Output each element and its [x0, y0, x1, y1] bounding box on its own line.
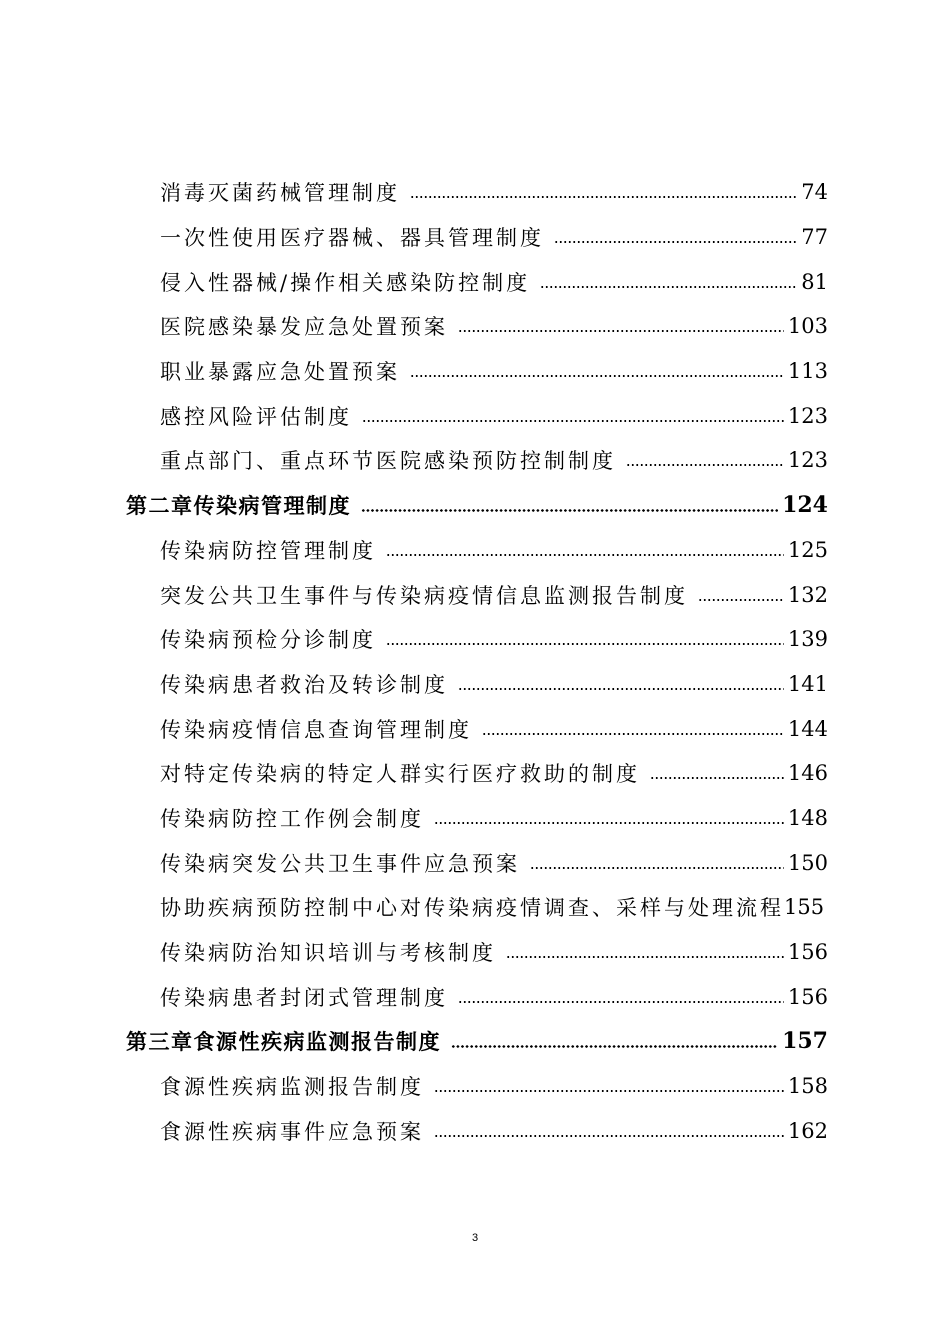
toc-entry-title: 感控风险评估制度 — [160, 404, 352, 429]
toc-entry-page: 146 — [787, 761, 828, 786]
dot-leader — [386, 643, 784, 645]
toc-entry-title: 医院感染暴发应急处置预案 — [160, 315, 448, 340]
toc-entry-page: 77 — [801, 225, 828, 250]
dot-leader — [458, 1001, 784, 1003]
toc-entry[interactable] — [0, 974, 828, 1019]
dot-leader — [530, 867, 784, 869]
toc-entry-title: 传染病突发公共卫生事件应急预案 — [160, 851, 520, 876]
toc-entry-title: 消毒灭菌药械管理制度 — [160, 181, 400, 206]
dot-leader — [554, 241, 797, 243]
toc-chapter-page: 157 — [782, 1028, 828, 1055]
dot-leader — [451, 1045, 778, 1048]
toc-entry[interactable] — [0, 393, 828, 438]
toc-entry[interactable] — [0, 215, 828, 260]
toc-entry-page: 141 — [787, 671, 828, 696]
toc-entry[interactable] — [0, 349, 828, 394]
toc-entry-page: 103 — [787, 314, 828, 339]
dot-leader — [650, 777, 784, 779]
toc-entry[interactable] — [0, 751, 828, 796]
dot-leader — [410, 375, 784, 377]
toc-chapter-entry[interactable] — [0, 483, 828, 528]
dot-leader — [362, 420, 784, 422]
toc-entry-title: 传染病防控管理制度 — [160, 538, 376, 563]
dot-leader — [698, 599, 784, 601]
toc-entry[interactable] — [0, 1064, 828, 1109]
dot-leader — [458, 688, 784, 690]
toc-entry-page: 81 — [801, 269, 828, 294]
toc-entry-page: 156 — [787, 984, 828, 1009]
dot-leader — [458, 330, 784, 332]
toc-entry-title: 突发公共卫生事件与传染病疫情信息监测报告制度 — [160, 583, 688, 608]
toc-entry-page: 148 — [787, 805, 828, 830]
dot-leader — [434, 1090, 784, 1092]
toc-entry-page: 139 — [787, 627, 828, 652]
toc-entry-title: 传染病疫情信息查询管理制度 — [160, 717, 472, 742]
toc-entry-title: 对特定传染病的特定人群实行医疗救助的制度 — [160, 762, 640, 787]
toc-chapter-entry[interactable] — [0, 1019, 828, 1064]
toc-entry-title: 食源性疾病监测报告制度 — [160, 1075, 424, 1100]
toc-entry-page: 74 — [801, 180, 828, 205]
toc-chapter-page: 124 — [782, 492, 828, 519]
toc-entry[interactable] — [0, 1108, 828, 1153]
toc-entry-title: 传染病患者封闭式管理制度 — [160, 985, 448, 1010]
toc-entry-page: 123 — [787, 448, 828, 473]
toc-entry-title: 职业暴露应急处置预案 — [160, 360, 400, 385]
toc-entry-title: 传染病患者救治及转诊制度 — [160, 672, 448, 697]
table-of-contents — [0, 170, 950, 1153]
toc-entry[interactable] — [0, 170, 828, 215]
toc-entry-page: 125 — [787, 537, 828, 562]
dot-leader — [434, 1135, 784, 1137]
toc-entry[interactable] — [0, 706, 828, 751]
toc-entry[interactable] — [0, 438, 828, 483]
toc-entry-title: 传染病预检分诊制度 — [160, 628, 376, 653]
toc-entry-page: 132 — [787, 582, 828, 607]
toc-entry[interactable] — [0, 617, 828, 662]
dot-leader — [410, 196, 797, 198]
toc-entry-title: 食源性疾病事件应急预案 — [160, 1119, 424, 1144]
dot-leader — [361, 509, 778, 512]
toc-entry[interactable] — [0, 259, 828, 304]
toc-entry-page: 162 — [787, 1118, 828, 1143]
toc-entry-page: 156 — [787, 940, 828, 965]
toc-entry[interactable] — [0, 840, 828, 885]
toc-entry[interactable] — [0, 528, 828, 573]
toc-entry-title: 传染病防控工作例会制度 — [160, 806, 424, 831]
toc-entry-page: 150 — [787, 850, 828, 875]
toc-entry-page: 123 — [787, 403, 828, 428]
toc-entry-title: 协助疾病预防控制中心对传染病疫情调查、采样与处理流程 — [160, 896, 784, 921]
toc-entry[interactable] — [0, 572, 828, 617]
toc-entry[interactable] — [0, 930, 828, 975]
toc-entry-page: 144 — [787, 716, 828, 741]
toc-entry-title: 一次性使用医疗器械、器具管理制度 — [160, 226, 544, 251]
toc-entry[interactable] — [0, 662, 828, 707]
dot-leader — [386, 554, 784, 556]
toc-entry-title: 侵入性器械/操作相关感染防控制度 — [160, 270, 531, 295]
dot-leader — [506, 956, 784, 958]
dot-leader — [482, 733, 784, 735]
toc-chapter-title: 第三章食源性疾病监测报告制度 — [126, 1029, 441, 1055]
toc-entry-title: 传染病防治知识培训与考核制度 — [160, 941, 496, 966]
toc-entry[interactable] — [0, 304, 828, 349]
toc-entry[interactable] — [0, 885, 860, 930]
dot-leader — [626, 464, 784, 466]
toc-entry[interactable] — [0, 796, 828, 841]
toc-entry-page: 113 — [787, 359, 828, 384]
dot-leader — [434, 822, 784, 824]
toc-entry-title: 重点部门、重点环节医院感染预防控制制度 — [160, 449, 616, 474]
toc-entry-page: 158 — [787, 1074, 828, 1099]
toc-entry-page: 155 — [784, 895, 825, 920]
dot-leader — [540, 286, 797, 288]
page-number: 3 — [471, 1232, 479, 1244]
toc-chapter-title: 第二章传染病管理制度 — [126, 493, 351, 519]
